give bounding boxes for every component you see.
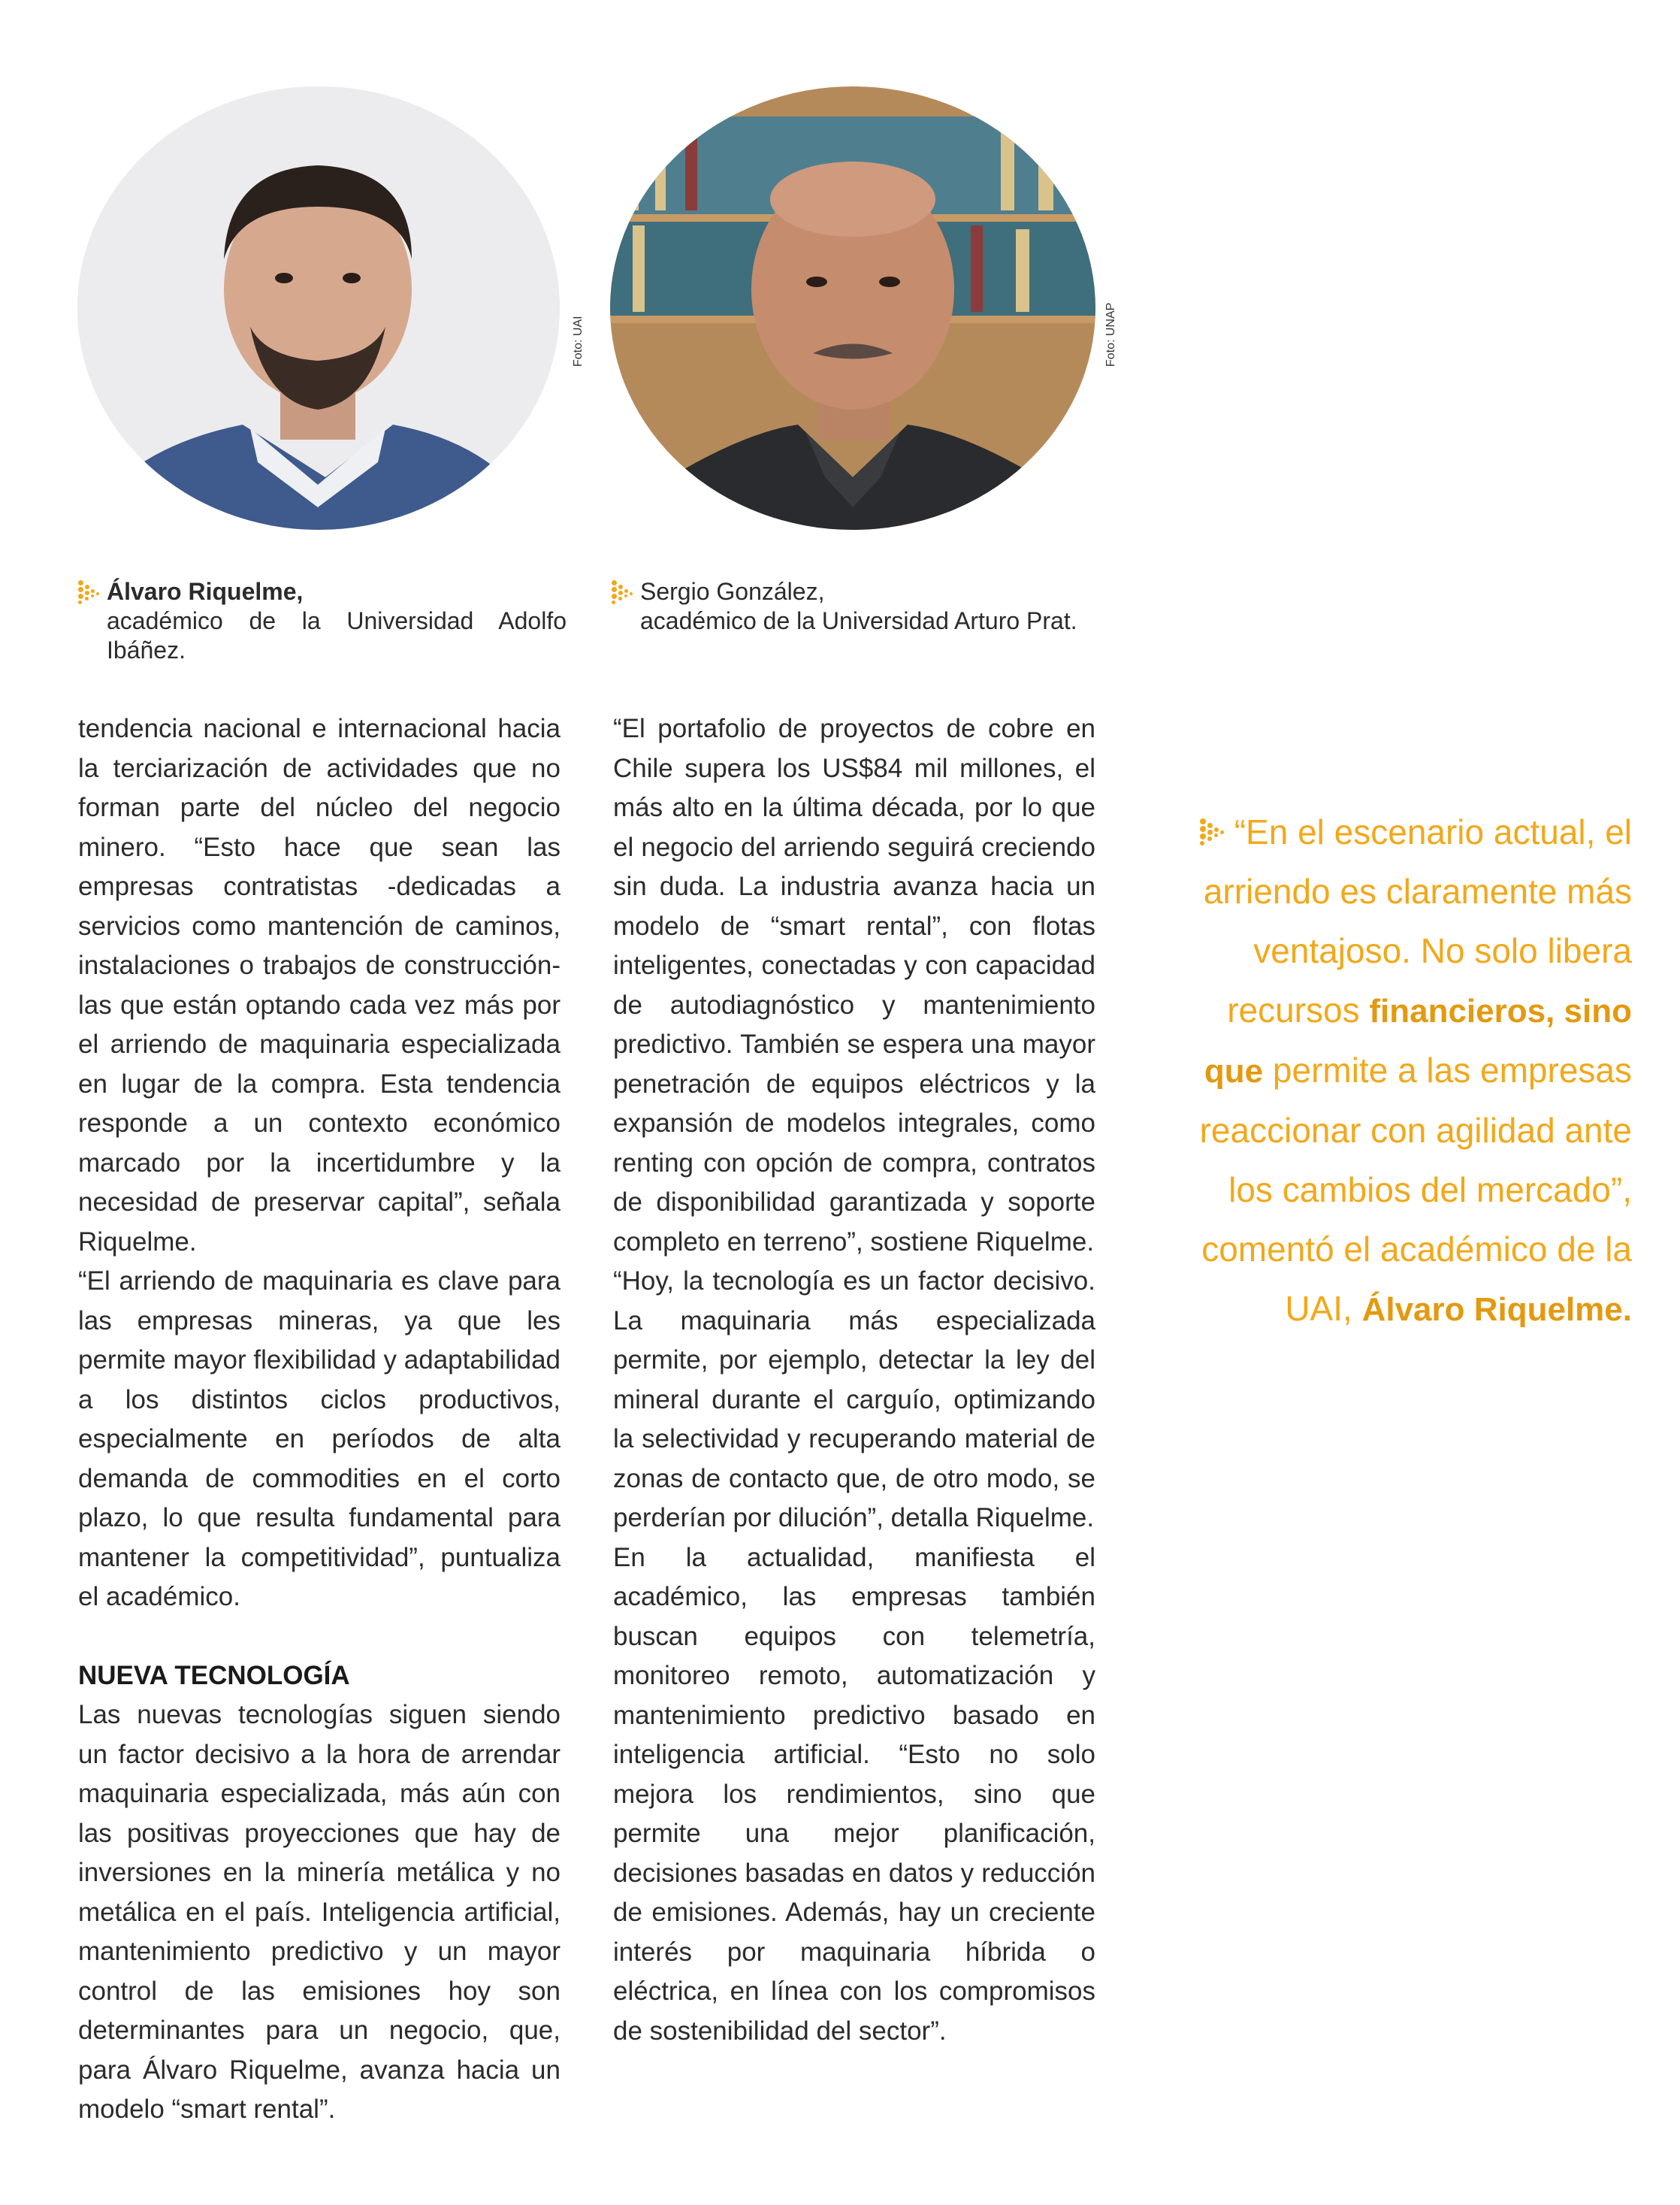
- bullet-marker-icon: [78, 580, 101, 604]
- quote-marker-icon: [1200, 818, 1230, 845]
- portrait-photo-gonzalez: [610, 86, 1095, 530]
- caption-line: académico de la Universidad Adolfo: [107, 607, 567, 634]
- caption-line: académico de la Universidad Arturo Prat.: [640, 607, 1077, 634]
- caption-name-text: Sergio González,: [640, 578, 825, 605]
- pull-quote-text: “En el escenario actual, el arriendo es claramente más ventajoso. No solo libera recursos: [1203, 812, 1632, 1030]
- caption-name: [612, 577, 1107, 606]
- caption-name-text: Álvaro Riquelme,: [107, 578, 304, 605]
- left-text-column: [78, 709, 561, 2130]
- photo-caption-riquelme: [78, 577, 567, 665]
- photo-caption-gonzalez: [612, 577, 1107, 636]
- section-heading: NUEVA TECNOLOGÍA: [78, 1660, 350, 1690]
- body-paragraph: tendencia nacional e internacional hacia la terciarización de actividades que no forman parte del núcleo del negocio minero. “Esto hace que sean las empresas contratistas -dedicadas a servicios como mantención de caminos, instalaciones o trabajos de construcción- las que están optando cada vez más por el arriendo de maquinaria especializada en lugar de la compra. Esta tendencia responde a un contexto económico marcado por la incertidumbre y la necesidad de preservar capital”, señala Riquelme.: [78, 714, 561, 1257]
- body-paragraph: “Hoy, la tecnología es un factor decisivo. La maquinaria más especializada permite, por ejemplo, detectar la ley del mineral durante el carguío, optimizando la selectividad y recuperando material de zonas de contacto que, de otro modo, se perderían por dilución”, detalla Riquelme.: [613, 1266, 1095, 1532]
- caption-line: Ibáñez.: [107, 637, 186, 664]
- pull-quote: [1172, 803, 1632, 1339]
- body-paragraph: Las nuevas tecnologías siguen siendo un factor decisivo a la hora de arrendar maquinaria especializada, más aún con las positivas proyecciones que hay de inversiones en la minería metálica y no metálica en el país. Inteligencia artificial, mantenimiento predictivo y un mayor control de las emisiones hoy son determinantes para un negocio, que, para Álvaro Riquelme, avanza hacia un modelo “smart rental”.: [78, 1700, 561, 2124]
- portrait-photo-riquelme: [77, 86, 560, 530]
- pull-quote-author: Álvaro Riquelme.: [1361, 1291, 1632, 1328]
- body-paragraph: “El arriendo de maquinaria es clave para las empresas mineras, ya que les permite mayor flexibilidad y adaptabilidad a los distintos ciclos productivos, especialmente en períodos de alta demanda de commodities en el corto plazo, lo que resulta fundamental para mantener la competitividad”, puntualiza el académico.: [78, 1266, 561, 1611]
- photo-credit-uai: Foto: UAI: [572, 316, 585, 367]
- middle-text-column: [613, 709, 1095, 2051]
- pull-quote-emphasis: financieros, sino que: [1204, 993, 1632, 1090]
- body-paragraph: “El portafolio de proyectos de cobre en Chile supera los US$84 mil millones, el más alto en la última década, por lo que el negocio del arriendo seguirá creciendo sin duda. La industria avanza hacia un modelo de “smart rental”, con flotas inteligentes, conectadas y con capacidad de autodiagnóstico y mantenimiento predictivo. También se espera una mayor penetración de equipos eléctricos y la expansión de modelos integrales, como renting con opción de compra, contratos de disponibilidad garantizada y soporte completo en terreno”, sostiene Riquelme.: [613, 714, 1095, 1257]
- photo-credit-unap: Foto: UNAP: [1104, 302, 1117, 367]
- caption-name: [78, 577, 567, 606]
- pull-quote-text: permite a las empresas reaccionar con agilidad ante los cambios del mercado”, comentó el académico de la UAI,: [1199, 1051, 1632, 1328]
- bullet-marker-icon: [612, 580, 634, 604]
- body-paragraph: En la actualidad, manifiesta el académico, las empresas también buscan equipos con telemetría, monitoreo remoto, automatización y mantenimiento predictivo basado en inteligencia artificial. “Esto no solo mejora los rendimientos, sino que permite una mejor planificación, decisiones basadas en datos y reducción de emisiones. Además, hay un creciente interés por maquinaria híbrida o eléctrica, en línea con los compromisos de sostenibilidad del sector”.: [613, 1542, 1095, 2046]
